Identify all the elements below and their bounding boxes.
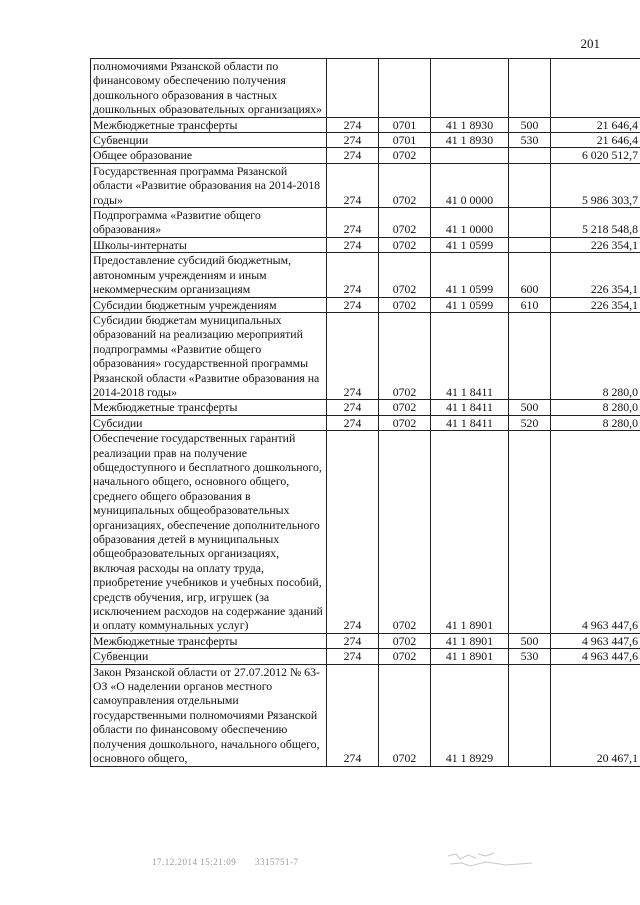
cell-section: 0702 [379,312,431,399]
cell-code: 274 [327,415,379,430]
cell-sum: 6 020 512,7 [551,148,640,163]
cell-article [431,59,509,118]
cell-code: 274 [327,148,379,163]
cell-name: Субсидии бюджетным учреждениям [91,297,327,312]
cell-sum [551,59,640,118]
cell-name: Субсидии бюджетам муниципальных образований на реализацию мероприятий подпрограммы «Развитие общего образования» государственной программы Рязанской области «Развитие образования на 2014-2018 годы» [91,312,327,399]
cell-name: Межбюджетные трансферты [91,117,327,132]
cell-sum: 4 963 447,6 [551,633,640,648]
cell-section [379,59,431,118]
table-row [91,253,640,297]
cell-name: Предоставление субсидий бюджетным, автономным учреждениям и иным некоммерческим организациям [91,253,327,297]
cell-section: 0702 [379,253,431,297]
cell-kind: 500 [509,633,551,648]
cell-kind [509,208,551,238]
cell-section: 0702 [379,148,431,163]
cell-name: Общее образование [91,148,327,163]
cell-sum: 4 963 447,6 [551,649,640,664]
table-row [91,133,640,148]
cell-section: 0702 [379,208,431,238]
cell-kind: 500 [509,400,551,415]
cell-code: 274 [327,208,379,238]
footer-doc-id: 3315751-7 [255,857,299,867]
cell-code: 274 [327,400,379,415]
table-row [91,163,640,207]
cell-name: Межбюджетные трансферты [91,633,327,648]
cell-article: 41 1 0599 [431,253,509,297]
cell-code: 274 [327,253,379,297]
cell-name: Субвенции [91,133,327,148]
cell-kind [509,431,551,634]
cell-kind: 500 [509,117,551,132]
cell-article: 41 1 8411 [431,415,509,430]
cell-code: 274 [327,649,379,664]
cell-article: 41 1 8930 [431,117,509,132]
cell-kind [509,664,551,766]
cell-sum: 5 986 303,7 [551,163,640,207]
cell-article: 41 1 8930 [431,133,509,148]
table-row [91,649,640,664]
cell-section: 0702 [379,297,431,312]
cell-sum: 4 963 447,6 [551,431,640,634]
footer-meta [152,857,315,867]
cell-kind [509,237,551,252]
cell-code: 274 [327,163,379,207]
cell-name: Закон Рязанской области от 27.07.2012 № 63-ОЗ «О наделении органов местного самоуправления отдельными государственными полномочиями Рязанской области по финансовому обеспечению получения дошкольного, начального общего, основного общего, [91,664,327,766]
cell-sum: 226 354,1 [551,297,640,312]
cell-article: 41 1 8901 [431,633,509,648]
cell-sum: 226 354,1 [551,253,640,297]
cell-name: Межбюджетные трансферты [91,400,327,415]
table-row [91,117,640,132]
cell-name: полномочиями Рязанской области по финансовому обеспечению получения дошкольного образования в частных дошкольных образовательных организациях» [91,59,327,118]
cell-section: 0702 [379,633,431,648]
cell-kind: 520 [509,415,551,430]
cell-code: 274 [327,133,379,148]
cell-sum: 20 467,1 [551,664,640,766]
cell-article: 41 1 8411 [431,400,509,415]
cell-code: 274 [327,664,379,766]
cell-kind: 530 [509,649,551,664]
cell-sum: 5 218 548,8 [551,208,640,238]
cell-article: 41 0 0000 [431,163,509,207]
cell-name: Субсидии [91,415,327,430]
cell-article: 41 1 0000 [431,208,509,238]
cell-kind [509,148,551,163]
cell-code: 274 [327,312,379,399]
cell-sum: 8 280,0 [551,400,640,415]
footer-date: 17.12.2014 15:21:09 [152,857,237,867]
cell-code: 274 [327,297,379,312]
table-row [91,633,640,648]
cell-code: 274 [327,633,379,648]
cell-section: 0702 [379,237,431,252]
cell-sum: 226 354,1 [551,237,640,252]
cell-name: Субвенции [91,649,327,664]
cell-article: 41 1 0599 [431,297,509,312]
cell-section: 0702 [379,649,431,664]
cell-kind [509,163,551,207]
cell-section: 0701 [379,133,431,148]
cell-name: Подпрограмма «Развитие общего образования» [91,208,327,238]
table-row [91,208,640,238]
cell-section: 0702 [379,415,431,430]
cell-code: 274 [327,237,379,252]
cell-kind: 600 [509,253,551,297]
cell-kind: 610 [509,297,551,312]
cell-sum: 21 646,4 [551,117,640,132]
cell-section: 0701 [379,117,431,132]
cell-article: 41 1 8901 [431,431,509,634]
table-row [91,664,640,766]
cell-sum: 8 280,0 [551,415,640,430]
page-number: 201 [580,36,600,51]
cell-section: 0702 [379,431,431,634]
cell-article: 41 1 0599 [431,237,509,252]
table-row [91,237,640,252]
cell-name: Обеспечение государственных гарантий реализации прав на получение общедоступного и бесплатного дошкольного, начального общего, основного общего, среднего общего образования в муниципальных общеобразовательных организациях, обеспечение дополнительного образования детей в муниципальных общеобразовательных организациях, включая расходы на оплату труда, приобретение учебников и учебных пособий, средств обучения, игр, игрушек (за исключением расходов на содержание зданий и оплату коммунальных услуг) [91,431,327,634]
cell-article: 41 1 8929 [431,664,509,766]
cell-article: 41 1 8411 [431,312,509,399]
cell-sum: 8 280,0 [551,312,640,399]
cell-section: 0702 [379,163,431,207]
cell-name: Государственная программа Рязанской области «Развитие образования на 2014-2018 годы» [91,163,327,207]
table-row [91,312,640,399]
cell-code: 274 [327,117,379,132]
cell-sum: 21 646,4 [551,133,640,148]
cell-section: 0702 [379,400,431,415]
cell-section: 0702 [379,664,431,766]
cell-code: 274 [327,431,379,634]
table-row [91,59,640,118]
table-row [91,431,640,634]
cell-code [327,59,379,118]
cell-name: Школы-интернаты [91,237,327,252]
table-row [91,400,640,415]
cell-article: 41 1 8901 [431,649,509,664]
table-row [91,415,640,430]
cell-article [431,148,509,163]
cell-kind: 530 [509,133,551,148]
cell-kind [509,312,551,399]
budget-table [90,58,640,767]
faint-stamp-icon [446,850,536,872]
budget-table-body [91,59,640,767]
table-row [91,297,640,312]
cell-kind [509,59,551,118]
table-row [91,148,640,163]
